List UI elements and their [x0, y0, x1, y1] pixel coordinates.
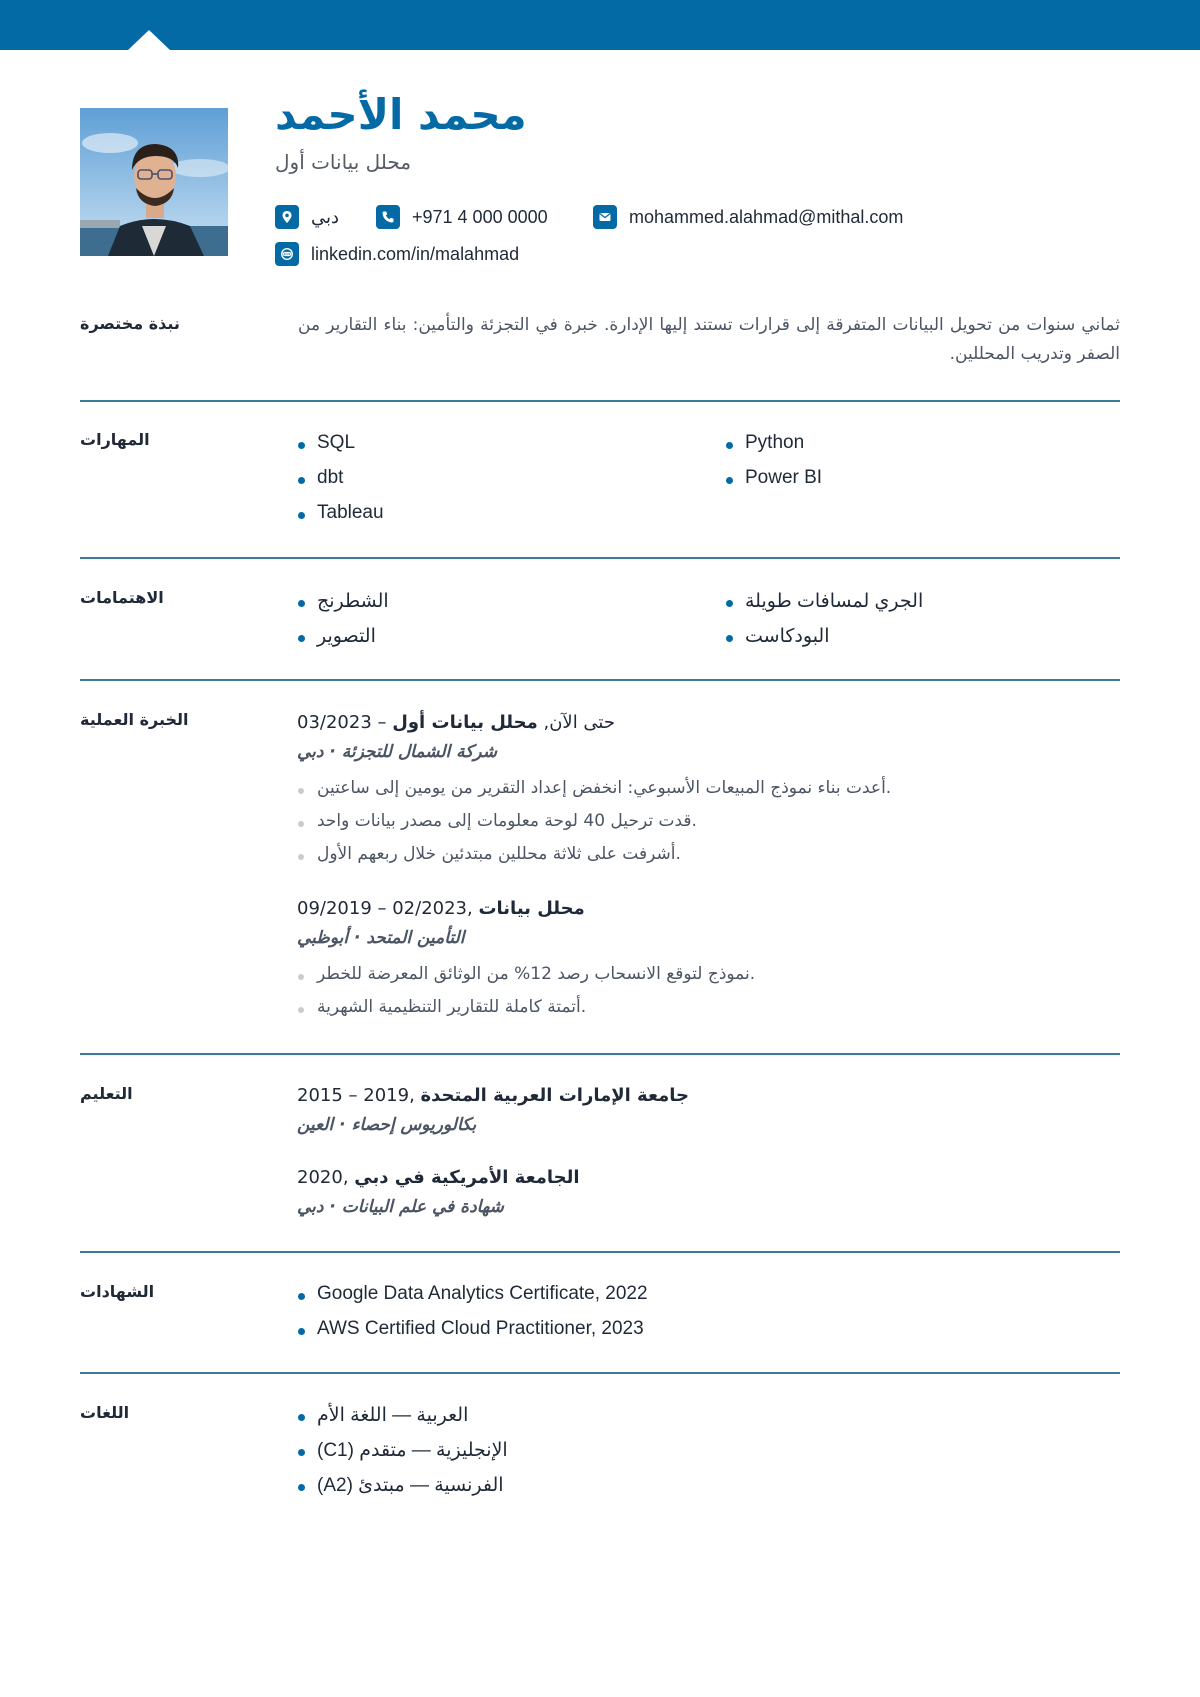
- skill-item: SQL: [297, 432, 384, 467]
- interest-item: الجري لمسافات طويلة: [725, 590, 923, 625]
- certification-item: AWS Certified Cloud Practitioner, 2023: [297, 1318, 648, 1353]
- contact-email[interactable]: [593, 205, 903, 229]
- skills-list-col2: [725, 432, 822, 502]
- education-entry-header: 2015 – 2019, جامعة الإمارات العربية المتحدة: [297, 1085, 690, 1106]
- skill-item: Python: [725, 432, 822, 467]
- job-bullet: أشرفت على ثلاثة محللين مبتدئين خلال ربعهم الأول.: [297, 844, 891, 877]
- contact-phone-text: +971 4 000 0000: [412, 206, 548, 227]
- interests-section: [80, 588, 1120, 658]
- contact-location: [275, 205, 339, 229]
- section-divider: [80, 679, 1120, 681]
- job-bullets: [297, 964, 755, 1030]
- education-school: الجامعة الأمريكية في دبي: [354, 1167, 580, 1188]
- language-item: العربية — اللغة الأم: [297, 1404, 508, 1439]
- language-item: الإنجليزية — متقدم (C1): [297, 1439, 508, 1474]
- education-detail: بكالوريوس إحصاء · العين: [297, 1115, 477, 1135]
- contact-phone[interactable]: [376, 205, 548, 229]
- job-dates: 09/2019 – 02/2023: [297, 898, 467, 919]
- job-role: محلل بيانات: [478, 898, 585, 919]
- language-item: الفرنسية — مبتدئ (A2): [297, 1474, 508, 1509]
- job-role: محلل بيانات أول: [392, 712, 538, 733]
- education-school: جامعة الإمارات العربية المتحدة: [420, 1085, 690, 1106]
- contact-email-text: mohammed.alahmad@mithal.com: [629, 206, 904, 227]
- job-bullets: [297, 778, 891, 877]
- section-divider: [80, 400, 1120, 402]
- job-bullet: قدت ترحيل 40 لوحة معلومات إلى مصدر بيانات واحد.: [297, 811, 891, 844]
- header-bar: [0, 0, 1200, 50]
- certifications-list: [297, 1283, 648, 1353]
- candidate-name: محمد الأحمد: [275, 90, 527, 139]
- section-label-experience: الخبرة العملية: [80, 710, 189, 729]
- education-detail: شهادة في علم البيانات · دبي: [297, 1197, 504, 1217]
- section-label-education: التعليم: [80, 1084, 133, 1103]
- experience-section: [80, 710, 1120, 1040]
- section-divider: [80, 557, 1120, 559]
- summary-text: ثماني سنوات من تحويل البيانات المتفرقة إلى قرارات تستند إليها الإدارة. خبرة في التجزئة والتأمين: بناء التقارير من الصفر وتدريب المحللين.: [298, 315, 1120, 364]
- section-label-certifications: الشهادات: [80, 1282, 155, 1301]
- interests-list-col1: [297, 590, 389, 660]
- job-dates: 03/2023 – حتى الآن: [297, 712, 615, 733]
- header-notch: [127, 30, 171, 51]
- summary-section: [80, 314, 1120, 374]
- education-dates: 2020: [297, 1167, 343, 1188]
- job-company: التأمين المتحد · أبوظبي: [297, 928, 465, 948]
- job-bullet: أتمتة كاملة للتقارير التنظيمية الشهرية.: [297, 997, 755, 1030]
- education-dates: 2015 – 2019: [297, 1085, 410, 1106]
- contact-linkedin[interactable]: [275, 242, 519, 266]
- job-bullet: نموذج لتوقع الانسحاب رصد 12% من الوثائق المعرضة للخطر.: [297, 964, 755, 997]
- section-label-interests: الاهتمامات: [80, 588, 164, 607]
- education-entry-header: 2020, الجامعة الأمريكية في دبي: [297, 1167, 580, 1188]
- certifications-section: [80, 1282, 1120, 1352]
- skills-list-col1: [297, 432, 384, 537]
- section-label-languages: اللغات: [80, 1403, 130, 1422]
- job-entry-header: 03/2023 – حتى الآن, محلل بيانات أول: [297, 712, 615, 733]
- skill-item: dbt: [297, 467, 384, 502]
- section-divider: [80, 1372, 1120, 1374]
- section-label-skills: المهارات: [80, 430, 150, 449]
- skills-section: [80, 430, 1120, 530]
- job-entry-header: 09/2019 – 02/2023, محلل بيانات: [297, 898, 585, 919]
- interests-list-col2: [725, 590, 923, 660]
- education-section: [80, 1084, 1120, 1224]
- section-label-summary: نبذة مختصرة: [80, 314, 180, 333]
- mail-icon: [593, 205, 617, 229]
- contact-location-text: دبي: [311, 206, 340, 227]
- skill-item: Tableau: [297, 502, 384, 537]
- skill-item: Power BI: [725, 467, 822, 502]
- phone-icon: [376, 205, 400, 229]
- contact-linkedin-text: linkedin.com/in/malahmad: [311, 243, 520, 264]
- interest-item: التصوير: [297, 625, 389, 660]
- languages-section: [80, 1403, 1120, 1513]
- interest-item: البودكاست: [725, 625, 923, 660]
- section-divider: [80, 1251, 1120, 1253]
- section-divider: [80, 1053, 1120, 1055]
- profile-photo: [80, 108, 228, 256]
- job-title: محلل بيانات أول: [275, 150, 412, 174]
- job-bullet: أعدت بناء نموذج المبيعات الأسبوعي: انخفض إعداد التقرير من يومين إلى ساعتين.: [297, 778, 891, 811]
- interest-item: الشطرنج: [297, 590, 389, 625]
- link-icon: [275, 242, 299, 266]
- certification-item: Google Data Analytics Certificate, 2022: [297, 1283, 648, 1318]
- location-pin-icon: [275, 205, 299, 229]
- job-company: شركة الشمال للتجزئة · دبي: [297, 742, 497, 762]
- languages-list: [297, 1404, 508, 1509]
